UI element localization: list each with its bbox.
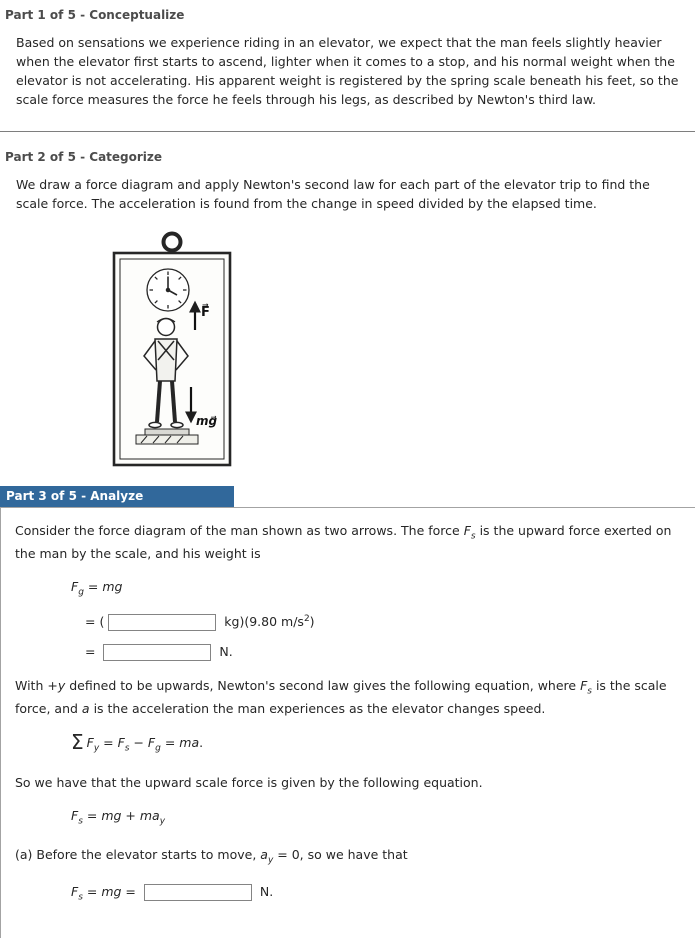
- scale-force-equation: $F_s$ = mg + $ma_y$: [71, 807, 166, 826]
- part1-section: [0, 0, 695, 123]
- man-on-scale-illustration: [105, 229, 239, 471]
- man-head: [158, 319, 175, 336]
- weight-input[interactable]: [103, 644, 211, 661]
- sum-equation: Σ $F_y = F_s - F_g$ = ma.: [71, 730, 204, 754]
- part-a-text: (a) Before the elevator starts to move, $a_y = 0$, so we have that: [15, 847, 408, 866]
- part3-content: [0, 507, 695, 938]
- section-divider: [0, 131, 695, 132]
- part3-title: Part 3 of 5 - Analyze: [0, 486, 234, 507]
- up-force-label: F⃗: [201, 305, 210, 320]
- scale-figure: [105, 229, 687, 474]
- weight-equation-line3: = N.: [85, 643, 233, 659]
- newton-second-law-text: With +y defined to be upwards, Newton's second law gives the following equation, where $F_s$ is the scale force, and a is the acceleration the man experiences as the elevator changes speed.: [15, 677, 667, 716]
- part-a-equation: $F_s$ = mg = N.: [71, 884, 274, 903]
- scale-hook: [164, 234, 181, 251]
- part2-section: [0, 142, 695, 486]
- part1-title: Part 1 of 5 - Conceptualize: [5, 8, 185, 22]
- sigma-symbol: Σ: [71, 730, 84, 754]
- intro-text: Consider the force diagram of the man shown as two arrows. The force: [15, 523, 464, 538]
- analyze-intro: Consider the force diagram of the man shown as two arrows. The force $F_s$ is the upward force exerted on the man by the scale, and his weight is: [15, 523, 672, 562]
- down-force-label: mg⃗: [196, 414, 218, 428]
- mass-input[interactable]: [108, 614, 216, 631]
- part2-body: We draw a force diagram and apply Newton's second law for each part of the elevator trip to find the scale force. The acceleration is found from the change in speed divided by the elapsed time.: [16, 177, 650, 211]
- part2-title: Part 2 of 5 - Categorize: [5, 150, 163, 164]
- scale-force-input[interactable]: [144, 884, 252, 901]
- part1-body: Based on sensations we experience riding in an elevator, we expect that the man feels slightly heavier when the elevator first starts to ascend, lighter when it comes to a stop, and his normal weight when the elevator is not accelerating. His apparent weight is registered by the spring scale beneath his feet, so the scale force measures the force he feels through his legs, as described by Newton's third law.: [16, 35, 679, 107]
- weight-equation-line2: = ( kg)(9.80 $m/s^2$): [85, 613, 315, 629]
- part3-section: [0, 486, 695, 938]
- scale-dial: [147, 269, 189, 311]
- weight-equation-line1: $F_g$ = mg: [71, 579, 123, 598]
- scale-force-text: So we have that the upward scale force is given by the following equation.: [15, 774, 483, 790]
- scale-platform: [136, 429, 198, 444]
